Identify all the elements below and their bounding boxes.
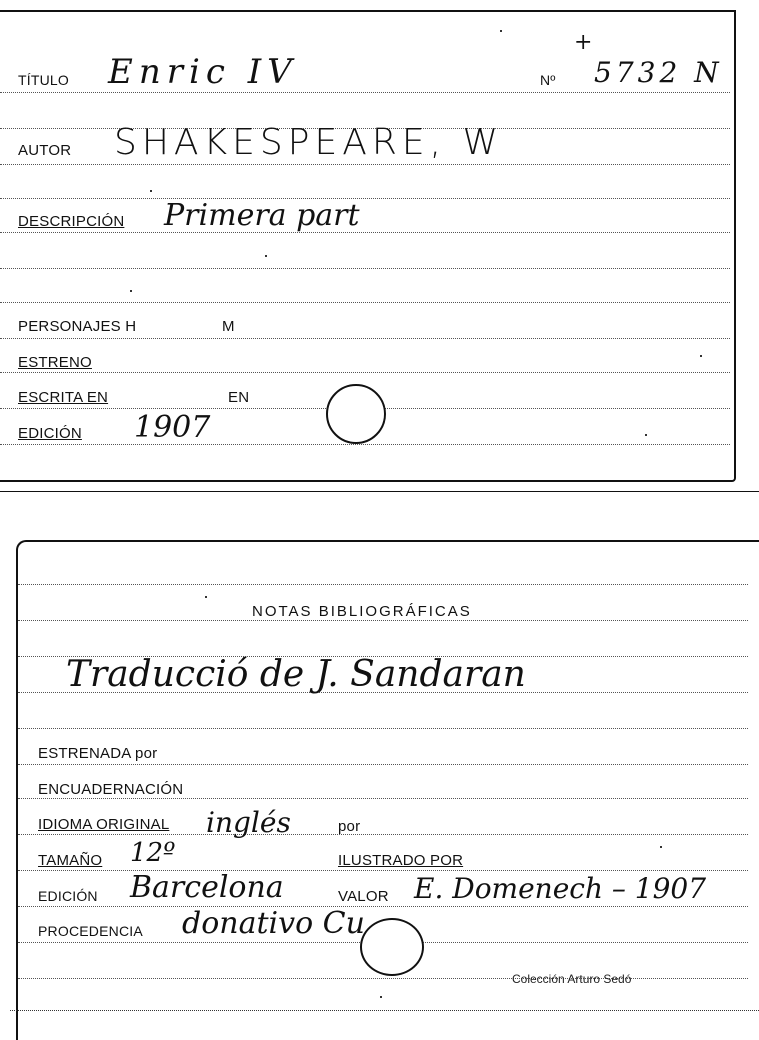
row-rule [18,798,748,799]
row-rule [18,906,748,907]
row-rule [18,870,748,871]
scan-speck [700,355,702,357]
titulo-label: TÍTULO [18,72,69,88]
scan-speck [500,30,502,32]
row-rule [0,444,730,445]
estrenada-label: ESTRENADA por [38,745,158,762]
scan-speck [130,290,132,292]
personajes-m-label: M [222,318,235,335]
autor-label: AUTOR [18,142,72,159]
row-rule [0,232,730,233]
escrita-label: ESCRITA EN [18,389,109,406]
coleccion-stamp: Colección Arturo Sedó [512,972,632,986]
scan-speck [150,190,152,192]
card-edge [10,1010,759,1011]
row-rule [0,338,730,339]
row-rule [0,164,730,165]
por-label: por [338,818,361,835]
row-rule [18,620,748,621]
titulo-value: Enric IV [108,52,298,92]
tamano-value: 12º [130,838,176,868]
traduccion-value: Traducció de J. Sandaran [66,654,526,695]
row-rule [0,302,730,303]
personajes-label: PERSONAJES H [18,318,137,335]
valor-value: E. Domenech – 1907 [414,872,707,905]
row-rule [18,764,748,765]
edicion-label: EDICIÓN [18,425,82,442]
ilustrado-label: ILUSTRADO POR [338,852,464,869]
idioma-value: inglés [206,806,291,839]
scan-speck [645,434,647,436]
numero-mark: + [574,30,593,55]
scan-speck [265,255,267,257]
procedencia-value: donativo Cu [182,906,365,941]
card-edge [0,491,759,492]
row-rule [18,584,748,585]
numero-label: Nº [540,72,556,88]
scan-speck [380,996,382,998]
edicion-value: 1907 [134,410,211,445]
escrita-en-label: EN [228,389,250,406]
row-rule [0,372,730,373]
encuadernacion-label: ENCUADERNACIÓN [38,781,184,798]
row-rule [0,92,730,93]
punch-hole [360,918,424,976]
row-rule [0,198,730,199]
estreno-label: ESTRENO [18,354,92,371]
autor-value: SHAKESPEARE, W [114,122,504,163]
edicion-label-back: EDICIÓN [38,888,98,904]
scan-speck [205,596,207,598]
numero-value: 5732 N [594,56,723,89]
row-rule [18,728,748,729]
descripcion-value: Primera part [164,198,360,233]
edicion-value-back: Barcelona [130,870,284,905]
valor-label: VALOR [338,888,389,905]
notas-title: NOTAS BIBLIOGRÁFICAS [252,603,472,620]
procedencia-label: PROCEDENCIA [38,923,143,939]
idioma-label: IDIOMA ORIGINAL [38,816,170,833]
row-rule [0,268,730,269]
row-rule [18,834,748,835]
row-rule [18,978,748,979]
descripcion-label: DESCRIPCIÓN [18,213,125,230]
tamano-label: TAMAÑO [38,852,103,869]
punch-hole [326,384,386,444]
scan-speck [660,846,662,848]
